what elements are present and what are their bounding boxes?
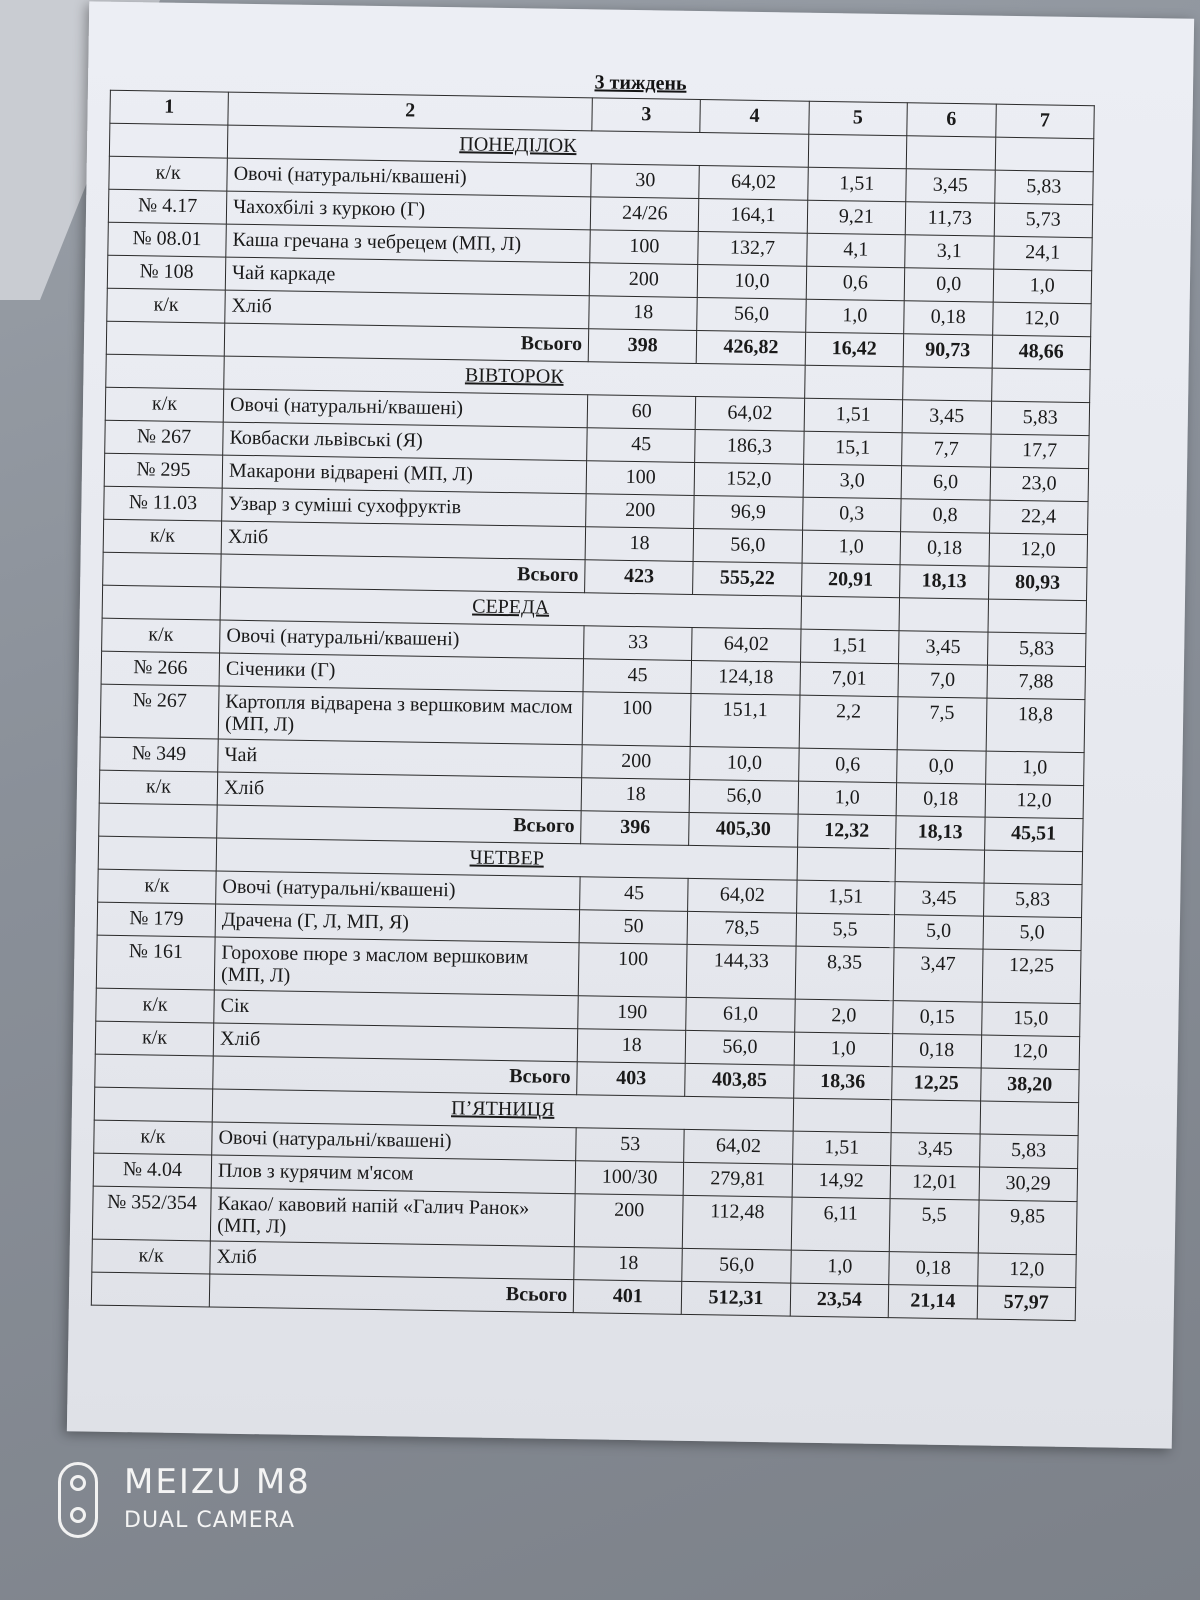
portion-value: 200 [589,263,698,298]
total-carb: 38,20 [980,1068,1079,1103]
total-portion: 403 [577,1062,686,1097]
total-fat: 21,14 [888,1285,977,1319]
protein-value: 9,21 [807,200,906,235]
energy-value: 56,0 [682,1248,791,1283]
energy-value: 56,0 [697,298,806,333]
dish-name: Ковбаски львівські (Я) [223,422,588,461]
fat-value: 0,18 [904,301,993,335]
dish-name: Овочі (натуральні/квашені) [227,158,592,197]
empty-cell [988,599,1087,634]
dish-name: Хліб [217,772,582,811]
recipe-code: № 161 [96,935,215,990]
fat-value: 3,45 [891,1133,980,1167]
energy-value: 64,02 [692,627,801,662]
recipe-code: № 4.04 [93,1153,212,1188]
menu-table-body [91,90,1094,1320]
day-name: ПОНЕДІЛОК [227,125,808,167]
empty-cell [899,598,988,632]
empty-cell [804,365,903,400]
total-label: Всього [209,1274,574,1313]
portion-value: 190 [578,996,687,1031]
carb-value: 5,0 [983,916,1082,951]
portion-value: 100/30 [575,1161,684,1196]
empty-cell [991,368,1090,403]
energy-value: 64,02 [688,878,797,913]
recipe-code: к/к [102,618,221,653]
portion-value: 200 [586,494,695,529]
dish-name: Хліб [221,521,586,560]
total-carb: 57,97 [977,1286,1076,1321]
fat-value: 7,0 [898,664,987,698]
total-protein: 16,42 [805,332,904,367]
fat-value: 12,01 [890,1166,979,1200]
menu-table [91,90,1095,1321]
recipe-code: № 295 [104,453,223,488]
recipe-code: к/к [92,1239,211,1274]
total-protein: 12,32 [797,814,896,849]
energy-value: 78,5 [687,911,796,946]
energy-value: 64,02 [684,1129,793,1164]
fat-value: 0,8 [901,499,990,533]
fat-value: 3,47 [893,948,982,1002]
recipe-code: к/к [105,387,224,422]
protein-value: 1,51 [792,1131,891,1166]
day-name: П’ЯТНИЦЯ [212,1089,793,1131]
dish-name: Плов з курячим м'ясом [211,1155,576,1194]
portion-value: 200 [582,745,691,780]
energy-value: 279,81 [684,1162,793,1197]
total-energy: 405,30 [689,812,798,847]
dish-name: Овочі (натуральні/квашені) [216,871,581,910]
fat-value: 5,0 [894,915,983,949]
total-label: Всього [217,805,582,844]
energy-value: 64,02 [699,166,808,201]
recipe-code: № 179 [97,902,216,937]
portion-value: 100 [590,230,699,265]
dish-name: Чахохбілі з куркою (Г) [226,191,591,230]
fat-value: 5,5 [889,1199,978,1253]
recipe-code: № 267 [105,420,224,455]
dish-name: Чай каркаде [225,257,590,296]
protein-value: 8,35 [795,946,894,1001]
total-energy: 555,22 [693,561,802,596]
protein-value: 1,51 [800,629,899,664]
fat-value: 3,45 [895,882,984,916]
carb-value: 9,85 [978,1200,1077,1255]
dish-name: Хліб [225,290,590,329]
column-header: 6 [907,103,996,137]
fat-value: 7,5 [897,697,986,751]
energy-value: 164,1 [699,199,808,234]
watermark-subtitle: DUAL CAMERA [124,1508,296,1533]
empty-cell [102,585,221,620]
carb-value: 22,4 [989,500,1088,535]
dish-name: Овочі (натуральні/квашені) [212,1122,577,1161]
fat-value: 0,18 [892,1034,981,1068]
carb-value: 30,29 [979,1167,1078,1202]
empty-cell [995,137,1094,172]
fat-value: 3,45 [899,631,988,665]
empty-cell [903,367,992,401]
total-portion: 398 [588,329,697,364]
dish-name: Макарони відварені (МП, Л) [222,455,587,494]
total-carb: 48,66 [992,335,1091,370]
recipe-code: № 352/354 [92,1186,211,1241]
total-fat: 90,73 [903,334,992,368]
energy-value: 10,0 [690,746,799,781]
dish-name: Сік [214,990,579,1029]
fat-value: 0,15 [893,1001,982,1035]
energy-value: 151,1 [691,693,800,748]
protein-value: 0,3 [802,497,901,532]
total-fat: 18,13 [896,816,985,850]
fat-value: 0,18 [889,1252,978,1286]
portion-value: 100 [582,692,691,747]
empty-cell [106,354,225,389]
carb-value: 24,1 [993,236,1092,271]
recipe-code: к/к [99,770,218,805]
energy-value: 144,33 [687,944,796,999]
fat-value: 0,0 [904,268,993,302]
dish-name: Овочі (натуральні/квашені) [223,389,588,428]
document-page [67,1,1194,1448]
fat-value: 11,73 [905,202,994,236]
column-header: 7 [995,104,1094,139]
empty-cell [895,849,984,883]
dual-camera-icon [58,1462,98,1538]
portion-value: 45 [580,877,689,912]
portion-value: 60 [587,395,696,430]
carb-value: 7,88 [987,665,1086,700]
empty-cell [91,1272,210,1307]
carb-value: 12,0 [981,1035,1080,1070]
energy-value: 64,02 [696,396,805,431]
carb-value: 23,0 [990,467,1089,502]
fat-value: 3,45 [902,400,991,434]
dish-name: Горохове пюре з маслом вершковим (МП, Л) [214,937,579,996]
empty-cell [98,836,217,871]
carb-value: 12,0 [992,302,1091,337]
empty-cell [797,847,896,882]
total-carb: 45,51 [984,817,1083,852]
carb-value: 12,0 [989,533,1088,568]
dish-name: Овочі (натуральні/квашені) [220,620,585,659]
recipe-code: № 11.03 [104,486,223,521]
carb-value: 12,25 [982,949,1081,1004]
recipe-code: № 266 [101,651,220,686]
recipe-code: к/к [96,988,215,1023]
total-energy: 403,85 [685,1063,794,1098]
total-portion: 423 [585,560,694,595]
portion-value: 18 [574,1247,683,1282]
empty-cell [94,1087,213,1122]
energy-value: 124,18 [691,660,800,695]
dish-name: Хліб [213,1023,578,1062]
empty-cell [793,1098,892,1133]
total-protein: 23,54 [790,1283,889,1318]
watermark-brand: MEIZU M8 [124,1462,311,1502]
document-title: 3 тиждень [594,71,687,95]
fat-value: 0,18 [896,783,985,817]
recipe-code: к/к [95,1021,214,1056]
protein-value: 1,0 [790,1250,889,1285]
energy-value: 112,48 [683,1195,792,1250]
column-header: 4 [700,100,809,135]
fat-value: 6,0 [901,466,990,500]
column-header: 2 [228,92,593,131]
energy-value: 10,0 [698,265,807,300]
recipe-code: № 08.01 [108,222,227,257]
carb-value: 1,0 [993,269,1092,304]
column-header: 1 [110,90,229,125]
protein-value: 1,0 [798,781,897,816]
total-energy: 426,82 [697,330,806,365]
total-protein: 20,91 [801,563,900,598]
energy-value: 186,3 [695,429,804,464]
empty-cell [808,134,907,169]
portion-value: 30 [591,164,700,199]
carb-value: 1,0 [985,751,1084,786]
protein-value: 1,51 [796,880,895,915]
total-protein: 18,36 [793,1065,892,1100]
carb-value: 12,0 [977,1253,1076,1288]
portion-value: 24/26 [590,197,699,232]
protein-value: 0,6 [798,748,897,783]
protein-value: 14,92 [792,1164,891,1199]
total-portion: 401 [573,1280,682,1315]
protein-value: 2,2 [799,695,898,750]
dish-name: Січеники (Г) [219,653,584,692]
portion-value: 18 [581,778,690,813]
dish-name: Драчена (Г, Л, МП, Я) [215,904,580,943]
portion-value: 45 [583,659,692,694]
dish-name: Какао/ кавовий напій «Галич Ранок» (МП, Л) [210,1188,575,1247]
energy-value: 56,0 [690,779,799,814]
empty-cell [99,803,218,838]
energy-value: 56,0 [693,528,802,563]
energy-value: 96,9 [694,495,803,530]
protein-value: 1,0 [805,299,904,334]
column-header: 3 [592,98,701,133]
empty-cell [891,1100,980,1134]
protein-value: 5,5 [796,913,895,948]
protein-value: 1,0 [794,1032,893,1067]
recipe-code: к/к [94,1120,213,1155]
protein-value: 1,0 [802,530,901,565]
portion-value: 50 [579,910,688,945]
total-energy: 512,31 [682,1281,791,1316]
portion-value: 53 [576,1128,685,1163]
total-carb: 80,93 [988,566,1087,601]
empty-cell [103,552,222,587]
protein-value: 6,11 [791,1197,890,1252]
total-fat: 12,25 [892,1067,981,1101]
empty-cell [980,1101,1079,1136]
camera-lens-icon [70,1507,86,1523]
carb-value: 5,83 [979,1134,1078,1169]
empty-cell [109,123,228,158]
portion-value: 18 [585,527,694,562]
carb-value: 5,73 [994,203,1093,238]
recipe-code: к/к [103,519,222,554]
empty-cell [95,1054,214,1089]
fat-value: 3,1 [905,235,994,269]
energy-value: 61,0 [686,997,795,1032]
day-name: СЕРЕДА [220,587,801,629]
total-label: Всього [221,554,586,593]
carb-value: 17,7 [990,434,1089,469]
portion-value: 45 [587,428,696,463]
protein-value: 3,0 [803,464,902,499]
energy-value: 152,0 [695,462,804,497]
protein-value: 2,0 [794,999,893,1034]
dish-name: Чай [218,739,583,778]
protein-value: 0,6 [806,266,905,301]
day-name: ВІВТОРОК [224,356,805,398]
protein-value: 15,1 [803,431,902,466]
portion-value: 33 [584,626,693,661]
total-label: Всього [224,323,589,362]
portion-value: 18 [577,1029,686,1064]
recipe-code: № 108 [107,255,226,290]
energy-value: 132,7 [698,232,807,267]
recipe-code: к/к [98,869,217,904]
portion-value: 100 [586,461,695,496]
recipe-code: к/к [109,156,228,191]
empty-cell [906,136,995,170]
carb-value: 18,8 [986,698,1085,753]
column-header: 5 [808,101,907,136]
protein-value: 4,1 [806,233,905,268]
recipe-code: № 349 [100,737,219,772]
camera-lens-icon [70,1475,86,1491]
total-portion: 396 [581,811,690,846]
portion-value: 200 [574,1194,683,1249]
fat-value: 0,0 [897,750,986,784]
dish-name: Картопля відварена з вершковим маслом (МП, Л) [218,686,583,745]
carb-value: 12,0 [985,784,1084,819]
carb-value: 15,0 [981,1002,1080,1037]
day-name: ЧЕТВЕР [216,838,797,880]
fat-value: 0,18 [900,532,989,566]
portion-value: 18 [589,296,698,331]
carb-value: 5,83 [987,632,1086,667]
carb-value: 5,83 [983,883,1082,918]
camera-watermark [58,1462,358,1542]
protein-value: 1,51 [807,167,906,202]
protein-value: 7,01 [800,662,899,697]
protein-value: 1,51 [804,398,903,433]
empty-cell [984,850,1083,885]
recipe-code: к/к [107,288,226,323]
dish-name: Узвар з суміші сухофруктів [222,488,587,527]
total-fat: 18,13 [900,565,989,599]
empty-cell [106,321,225,356]
fat-value: 3,45 [906,169,995,203]
energy-value: 56,0 [686,1030,795,1065]
total-label: Всього [213,1056,578,1095]
dish-name: Каша гречана з чебрецем (МП, Л) [226,224,591,263]
carb-value: 5,83 [991,401,1090,436]
empty-cell [801,596,900,631]
recipe-code: № 4.17 [108,189,227,224]
recipe-code: № 267 [100,684,219,739]
carb-value: 5,83 [994,170,1093,205]
dish-name: Хліб [210,1241,575,1280]
fat-value: 7,7 [902,433,991,467]
portion-value: 100 [578,943,687,998]
